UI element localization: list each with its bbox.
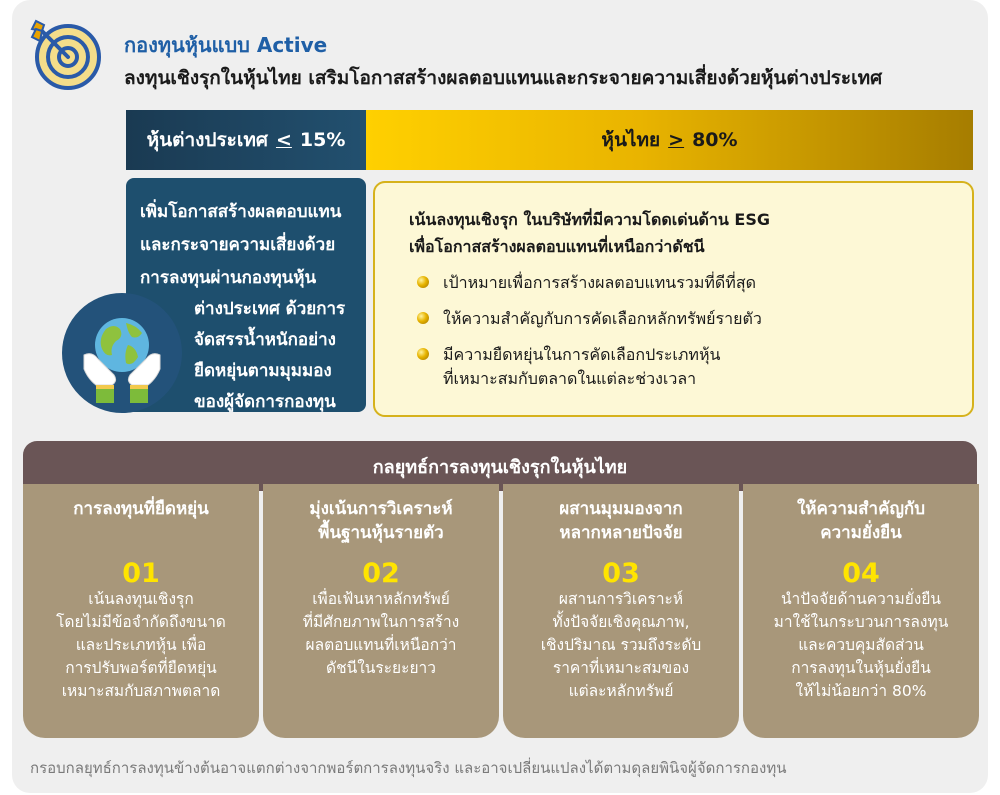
foreign-allocation-band: [126, 110, 366, 170]
strategy-card-title: ให้ความสำคัญกับ ความยั่งยืน: [796, 499, 926, 543]
foreign-text-line: การลงทุนผ่านกองทุนหุ้น: [140, 268, 317, 288]
strategy-card-title: ผสานมุมมองจาก หลากหลายปัจจัย: [559, 499, 683, 543]
strategy-card-number: 04: [842, 558, 880, 589]
strategy-card-body: ผสานการวิเคราะห์ ทั้งปัจจัยเชิงคุณภาพ, เชิงปริมาณ รวมถึงระดับ ราคาที่เหมาะสมของ แต่ละหลักทรัพย์: [540, 590, 702, 700]
page-subtitle: ลงทุนเชิงรุกในหุ้นไทย เสริมโอกาสสร้างผลตอบแทนและกระจายความเสี่ยงด้วยหุ้นต่างประเทศ: [124, 67, 883, 89]
strategy-card-04: [743, 484, 979, 738]
thai-bullet-item: [417, 343, 720, 391]
thai-heading-2: เพื่อโอกาสสร้างผลตอบแทนที่เหนือกว่าดัชนี: [409, 237, 705, 256]
strategy-card-number: 03: [602, 558, 640, 589]
foreign-allocation-value: 15%: [299, 129, 346, 151]
target-dart-icon: [28, 15, 104, 91]
strategy-card-02: [263, 484, 499, 738]
thai-bullet-item: [417, 271, 756, 295]
strategy-card-01: [23, 484, 259, 738]
thai-bullet-text: มีความยืดหยุ่นในการคัดเลือกประเภทหุ้น ที่เหมาะสมกับตลาดในแต่ละช่วงเวลา: [443, 345, 721, 388]
thai-allocation-label: หุ้นไทย: [601, 129, 661, 151]
gold-bullet-icon: [417, 348, 429, 360]
foreign-text-line: จัดสรรน้ำหนักอย่าง: [194, 330, 336, 350]
gold-bullet-icon: [417, 312, 429, 324]
foreign-text-line: และกระจายความเสี่ยงด้วย: [140, 235, 336, 255]
strategy-card-03: [503, 484, 739, 738]
strategy-header: กลยุทธ์การลงทุนเชิงรุกในหุ้นไทย: [23, 441, 977, 491]
foreign-text-line: ต่างประเทศ ด้วยการ: [194, 299, 346, 319]
strategy-card-number: 01: [122, 558, 160, 589]
page-title: กองทุนหุ้นแบบ Active: [124, 33, 328, 57]
gold-bullet-icon: [417, 276, 429, 288]
thai-allocation-value: 80%: [692, 129, 738, 151]
thai-heading-1: เน้นลงทุนเชิงรุก ในบริษัทที่มีความโดดเด่นด้าน ESG: [409, 210, 770, 229]
thai-equity-panel: [373, 181, 974, 417]
footnote: กรอบกลยุทธ์การลงทุนข้างต้นอาจแตกต่างจากพอร์ตการลงทุนจริง และอาจเปลี่ยนแปลงได้ตามดุลยพินิจผู้จัดการกองทุน: [30, 759, 787, 777]
foreign-text-line: เพิ่มโอกาสสร้างผลตอบแทน: [140, 202, 342, 222]
foreign-allocation-label: หุ้นต่างประเทศ: [146, 129, 268, 151]
thai-allocation-band: [366, 110, 973, 170]
foreign-allocation-operator: <: [275, 129, 292, 151]
strategy-card-title: มุ่งเน้นการวิเคราะห์ พื้นฐานหุ้นรายตัว: [309, 499, 453, 543]
strategy-card-body: เน้นลงทุนเชิงรุก โดยไม่มีข้อจำกัดถึงขนาด และประเภทหุ้น เพื่อ การปรับพอร์ตที่ยืดหยุ่น เหมาะสมกับสภาพตลาด: [56, 590, 226, 700]
strategy-card-body: นำปัจจัยด้านความยั่งยืน มาใช้ในกระบวนการลงทุน และควบคุมสัดส่วน การลงทุนในหุ้นยั่งยืน ให้ไม่น้อยกว่า 80%: [773, 590, 949, 700]
strategy-card-body: เพื่อเฟ้นหาหลักทรัพย์ ที่มีศักยภาพในการสร้าง ผลตอบแทนที่เหนือกว่า ดัชนีในระยะยาว: [302, 590, 460, 677]
globe-hands-icon: [62, 293, 182, 413]
thai-bullet-item: [417, 307, 762, 331]
thai-allocation-operator: >: [668, 129, 685, 151]
thai-bullet-text: เป้าหมายเพื่อการสร้างผลตอบแทนรวมที่ดีที่สุด: [443, 273, 757, 292]
thai-bullet-text: ให้ความสำคัญกับการคัดเลือกหลักทรัพย์รายตัว: [443, 309, 762, 328]
strategy-card-title: การลงทุนที่ยืดหยุ่น: [73, 499, 209, 519]
strategy-card-number: 02: [362, 558, 400, 589]
foreign-text-line: ของผู้จัดการกองทุน: [194, 392, 336, 412]
foreign-text-line: ยืดหยุ่นตามมุมมอง: [194, 361, 332, 381]
